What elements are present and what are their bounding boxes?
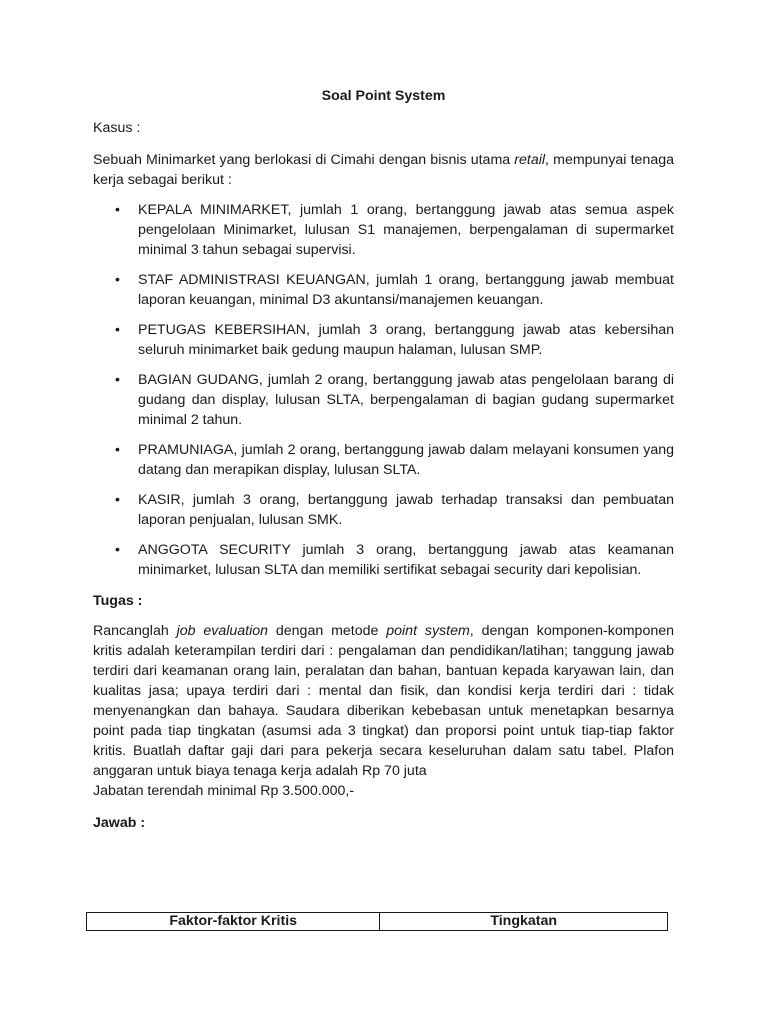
roles-list bbox=[93, 200, 674, 580]
role-text: PRAMUNIAGA, jumlah 2 orang, bertanggung jawab dalam melayani konsumen yang datang dan merapikan display, lulusan SLTA. bbox=[138, 442, 674, 478]
list-item bbox=[93, 320, 674, 360]
kasus-label: Kasus : bbox=[93, 120, 141, 136]
task-last-line: Jabatan terendah minimal Rp 3.500.000,- bbox=[93, 783, 355, 799]
list-item bbox=[93, 200, 674, 260]
table-header-row bbox=[87, 913, 668, 931]
document-title: Soal Point System bbox=[321, 88, 446, 104]
role-text: KEPALA MINIMARKET, jumlah 1 orang, bertanggung jawab atas semua aspek pengelolaan Minimarket, lulusan S1 manajemen, berpengalaman di supermarket minimal 3 tahun sebagai supervisi. bbox=[138, 202, 674, 258]
list-item bbox=[93, 490, 674, 530]
bullet-icon: • bbox=[115, 542, 120, 558]
list-item bbox=[93, 440, 674, 480]
bullet-icon: • bbox=[115, 492, 120, 508]
role-text: ANGGOTA SECURITY jumlah 3 orang, bertanggung jawab atas keamanan minimarket, lulusan SLTA dan memiliki sertifikat sebagai security dari kepolisian. bbox=[138, 542, 674, 578]
intro-text-after: , mempunyai tenaga kerja sebagai berikut : bbox=[93, 152, 674, 188]
list-item bbox=[93, 270, 674, 310]
bullet-icon: • bbox=[115, 202, 120, 218]
task-text-1: Rancanglah bbox=[93, 623, 177, 639]
task-paragraph bbox=[93, 621, 674, 801]
task-italic-job-evaluation: job evaluation bbox=[176, 623, 269, 639]
task-text-2: dengan metode bbox=[268, 623, 387, 639]
list-item bbox=[93, 540, 674, 580]
bullet-icon: • bbox=[115, 322, 120, 338]
task-italic-point-system: point system bbox=[386, 623, 470, 639]
tugas-heading: Tugas : bbox=[93, 593, 143, 609]
answer-table bbox=[86, 912, 668, 931]
bullet-icon: • bbox=[115, 372, 120, 388]
task-text-3: , dengan komponen-komponen kritis adalah keterampilan terdiri dari : pengalaman dan pendidikan/latihan; tanggung jawab terdiri dari keamanan orang lain, peralatan dan bahan, bantuan kepada karyawan lain, dan kualitas jasa; upaya terdiri dari : mental dan fisik, dan kondisi kerja terdiri dari : tidak menyenangkan dan bahaya. Saudara diberikan kebebasan untuk menetapkan besarnya point pada tiap tingkatan (asumsi ada 3 tingkat) dan proporsi point untuk tiap-tiap faktor kritis. Buatlah daftar gaji dari para pekerja secara keseluruhan dalam satu tabel. Plafon anggaran untuk biaya tenaga kerja adalah Rp 70 juta bbox=[93, 623, 675, 779]
role-text: PETUGAS KEBERSIHAN, jumlah 3 orang, bertanggung jawab atas kebersihan seluruh minimarket baik gedung maupun halaman, lulusan SMP. bbox=[138, 322, 674, 358]
intro-text-before: Sebuah Minimarket yang berlokasi di Cimahi dengan bisnis utama bbox=[93, 152, 515, 168]
document-page bbox=[93, 86, 674, 833]
role-text: STAF ADMINISTRASI KEUANGAN, jumlah 1 orang, bertanggung jawab membuat laporan keuangan, minimal D3 akuntansi/manajemen keuangan. bbox=[138, 272, 674, 308]
jawab-heading: Jawab : bbox=[93, 815, 146, 831]
role-text: KASIR, jumlah 3 orang, bertanggung jawab terhadap transaksi dan pembuatan laporan penjualan, lulusan SMK. bbox=[138, 492, 674, 528]
intro-paragraph bbox=[93, 150, 674, 190]
list-item bbox=[93, 370, 674, 430]
table-header-tingkatan: Tingkatan bbox=[380, 913, 668, 931]
bullet-icon: • bbox=[115, 272, 120, 288]
intro-italic-retail: retail bbox=[514, 152, 546, 168]
bullet-icon: • bbox=[115, 442, 120, 458]
role-text: BAGIAN GUDANG, jumlah 2 orang, bertanggung jawab atas pengelolaan barang di gudang dan display, lulusan SLTA, berpengalaman di bagian gudang supermarket minimal 2 tahun. bbox=[138, 372, 674, 428]
table-header-faktor: Faktor-faktor Kritis bbox=[87, 913, 380, 931]
